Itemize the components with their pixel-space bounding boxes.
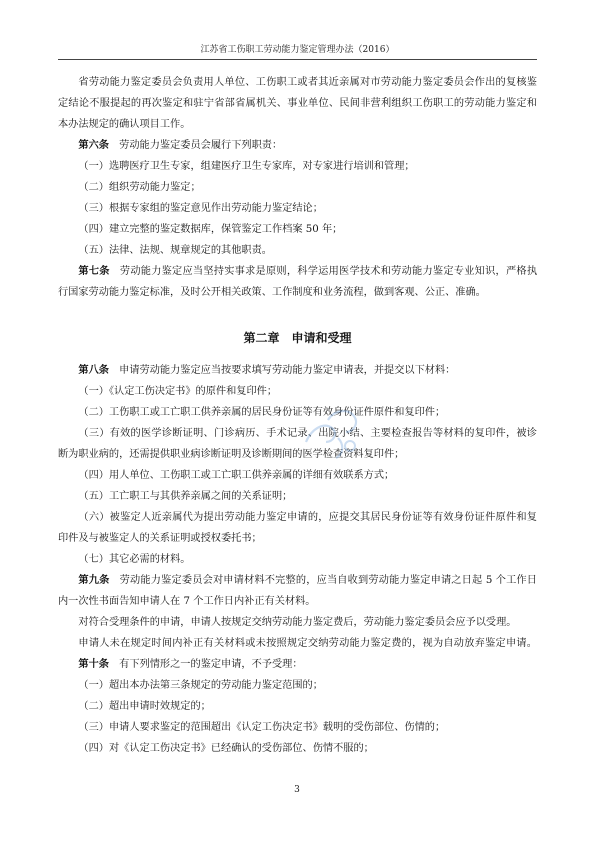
list-item: （一）《认定工伤决定书》的原件和复印件； — [78, 385, 278, 397]
paragraph-line: 本办法规定的确认项目工作。 — [58, 118, 191, 130]
article-8 — [58, 360, 537, 570]
paragraph-line: 内一次性书面告知申请人在 7 个工作日内补正有关材料。 — [58, 595, 316, 607]
chapter-title: 申请和受理 — [291, 330, 352, 345]
paragraph-line: 行国家劳动能力鉴定标准，及时公开相关政策、工作制度和业务流程，做到客观、公正、准确。 — [58, 286, 486, 298]
article-text: 有下列情形之一的鉴定申请，不予受理： — [119, 658, 303, 670]
article-lead-line — [58, 135, 537, 156]
paragraph-line: 省劳动能力鉴定委员会负责用人单位、工伤职工或者其近亲属对市劳动能力鉴定委员会作出的复核鉴 — [78, 76, 537, 88]
article-label: 第八条 — [78, 363, 109, 376]
list-item: （一）选聘医疗卫生专家，组建医疗卫生专家库，对专家进行培训和管理； — [78, 160, 415, 172]
article-lead-line — [58, 654, 537, 675]
watermark-logo — [298, 398, 368, 464]
list-item: （二）组织劳动能力鉴定； — [78, 181, 201, 193]
page-number: 3 — [294, 785, 300, 795]
list-item-continuation: 断为职业病的，还需提供职业病诊断证明及诊断期间的医学检查资料复印件； — [58, 448, 405, 460]
article-label: 第七条 — [78, 264, 110, 277]
list-item: （二）超出申请时效规定的； — [78, 700, 211, 712]
article-text: 劳动能力鉴定委员会履行下列职责： — [119, 139, 283, 151]
article-9 — [58, 570, 537, 654]
chapter-number: 第二章 — [243, 330, 280, 345]
list-item: （五）工亡职工与其供养亲属之间的关系证明； — [78, 490, 293, 502]
article-6 — [58, 135, 537, 261]
article-label: 第六条 — [78, 138, 109, 151]
running-header: 江苏省工伤职工劳动能力鉴定管理办法（2016） — [200, 45, 395, 55]
paragraph-line: 申请人未在规定时间内补正有关材料或未按照规定交纳劳动能力鉴定费的，视为自动放弃鉴定申请。 — [78, 637, 537, 649]
article-lead-line — [58, 360, 537, 381]
article-lead-line — [58, 261, 537, 282]
list-item: （七）其它必需的材料。 — [78, 553, 191, 565]
list-item: （四）建立完整的鉴定数据库，保管鉴定工作档案 50 年； — [78, 223, 343, 235]
list-item: （四）用人单位、工伤职工或工亡职工供养亲属的详细有效联系方式； — [78, 469, 395, 481]
article-10 — [58, 654, 537, 759]
list-item: （三）有效的医学诊断证明、门诊病历、手术记录、出院小结、主要检查报告等材料的复印件，被诊 — [78, 427, 537, 439]
paragraph-line: 定结论不服提起的再次鉴定和驻宁省部省属机关、事业单位、民间非营利组织工伤职工的劳动能力鉴定和 — [58, 97, 537, 109]
list-item-continuation: 印件及与被鉴定人的关系证明或授权委托书； — [58, 532, 262, 544]
paragraph-line: 对符合受理条件的申请，申请人按规定交纳劳动能力鉴定费后，劳动能力鉴定委员会应予以受理。 — [78, 616, 517, 628]
list-item: （三）根据专家组的鉴定意见作出劳动能力鉴定结论； — [78, 202, 323, 214]
article-text: 劳动能力鉴定应当坚持实事求是原则，科学运用医学技术和劳动能力鉴定专业知识，严格执 — [119, 265, 538, 277]
list-item: （四）对《认定工伤决定书》已经确认的受伤部位、伤情不服的； — [78, 742, 374, 754]
article-text: 申请劳动能力鉴定应当按要求填写劳动能力鉴定申请表，并提交以下材料： — [119, 364, 456, 376]
article-label: 第十条 — [78, 657, 109, 670]
list-item: （一）超出本办法第三条规定的劳动能力鉴定范围的； — [78, 679, 323, 691]
chapter-heading — [58, 328, 537, 349]
article-text: 劳动能力鉴定委员会对申请材料不完整的，应当自收到劳动能力鉴定申请之日起 5 个工作日 — [119, 574, 537, 586]
list-item: （六）被鉴定人近亲属代为提出劳动能力鉴定申请的，应提交其居民身份证等有效身份证件原件和复 — [78, 511, 537, 523]
header-rule — [58, 59, 537, 60]
list-item: （三）申请人要求鉴定的范围超出《认定工伤决定书》载明的受伤部位、伤情的； — [78, 721, 446, 733]
article-lead-line — [58, 570, 537, 591]
scope-paragraph — [58, 72, 537, 135]
article-label: 第九条 — [78, 573, 110, 586]
list-item: （二）工伤职工或工亡职工供养亲属的居民身份证等有效身份证件原件和复印件； — [78, 406, 446, 418]
article-7 — [58, 261, 537, 303]
list-item: （五）法律、法规、规章规定的其他职责。 — [78, 244, 272, 256]
